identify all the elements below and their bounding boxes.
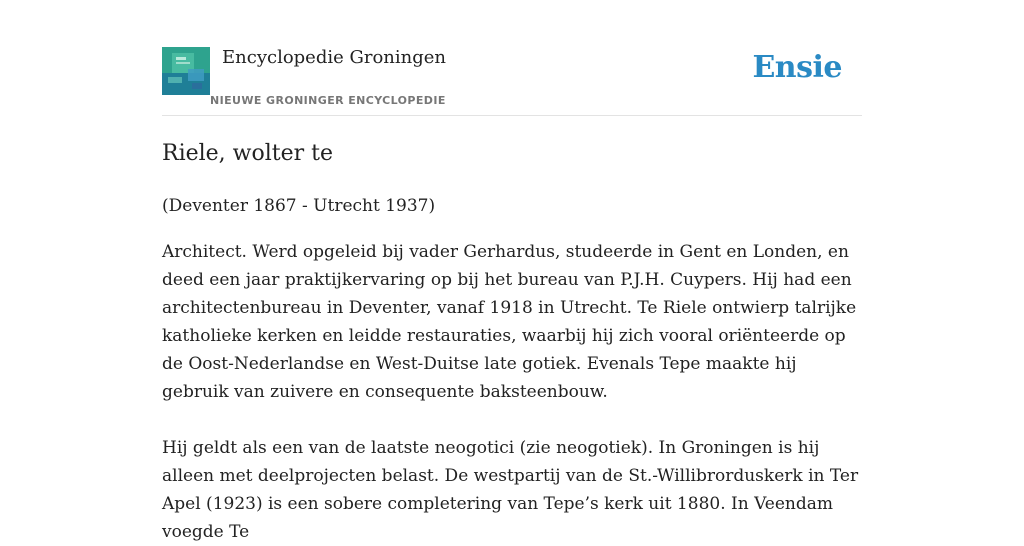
card-header xyxy=(162,0,862,116)
encyclopedia-avatar[interactable] xyxy=(162,47,210,95)
article-lifespan: (Deventer 1867 - Utrecht 1937) xyxy=(162,196,436,216)
article-body xyxy=(162,238,862,546)
ensie-logo[interactable]: Ensie xyxy=(752,50,842,85)
source-subtitle: NIEUWE GRONINGER ENCYCLOPEDIE xyxy=(210,94,446,107)
source-title[interactable]: Encyclopedie Groningen xyxy=(222,47,447,68)
article-title: Riele, wolter te xyxy=(162,141,334,166)
article-paragraph: Hij geldt als een van de laatste neogotici (zie neogotiek). In Groningen is hij alleen met deelprojecten belast. De westpartij van de St.-Willibrorduskerk in Ter Apel (1923) is een sobere completering van Tepe’s kerk uit 1880. In Veendam voegde Te xyxy=(162,438,859,542)
share-card xyxy=(162,0,862,542)
article-paragraph: Architect. Werd opgeleid bij vader Gerhardus, studeerde in Gent en Londen, en deed een jaar praktijkervaring op bij het bureau van P.J.H. Cuypers. Hij had een architectenbureau in Deventer, vanaf 1918 in Utrecht. Te Riele ontwierp talrijke katholieke kerken en leidde restauraties, waarbij hij zich vooral oriënteerde op de Oost-Nederlandse en West-Duitse late gotiek. Evenals Tepe maakte hij gebruik van zuivere en consequente baksteenbouw. xyxy=(162,242,857,402)
avatar-image xyxy=(162,47,210,95)
